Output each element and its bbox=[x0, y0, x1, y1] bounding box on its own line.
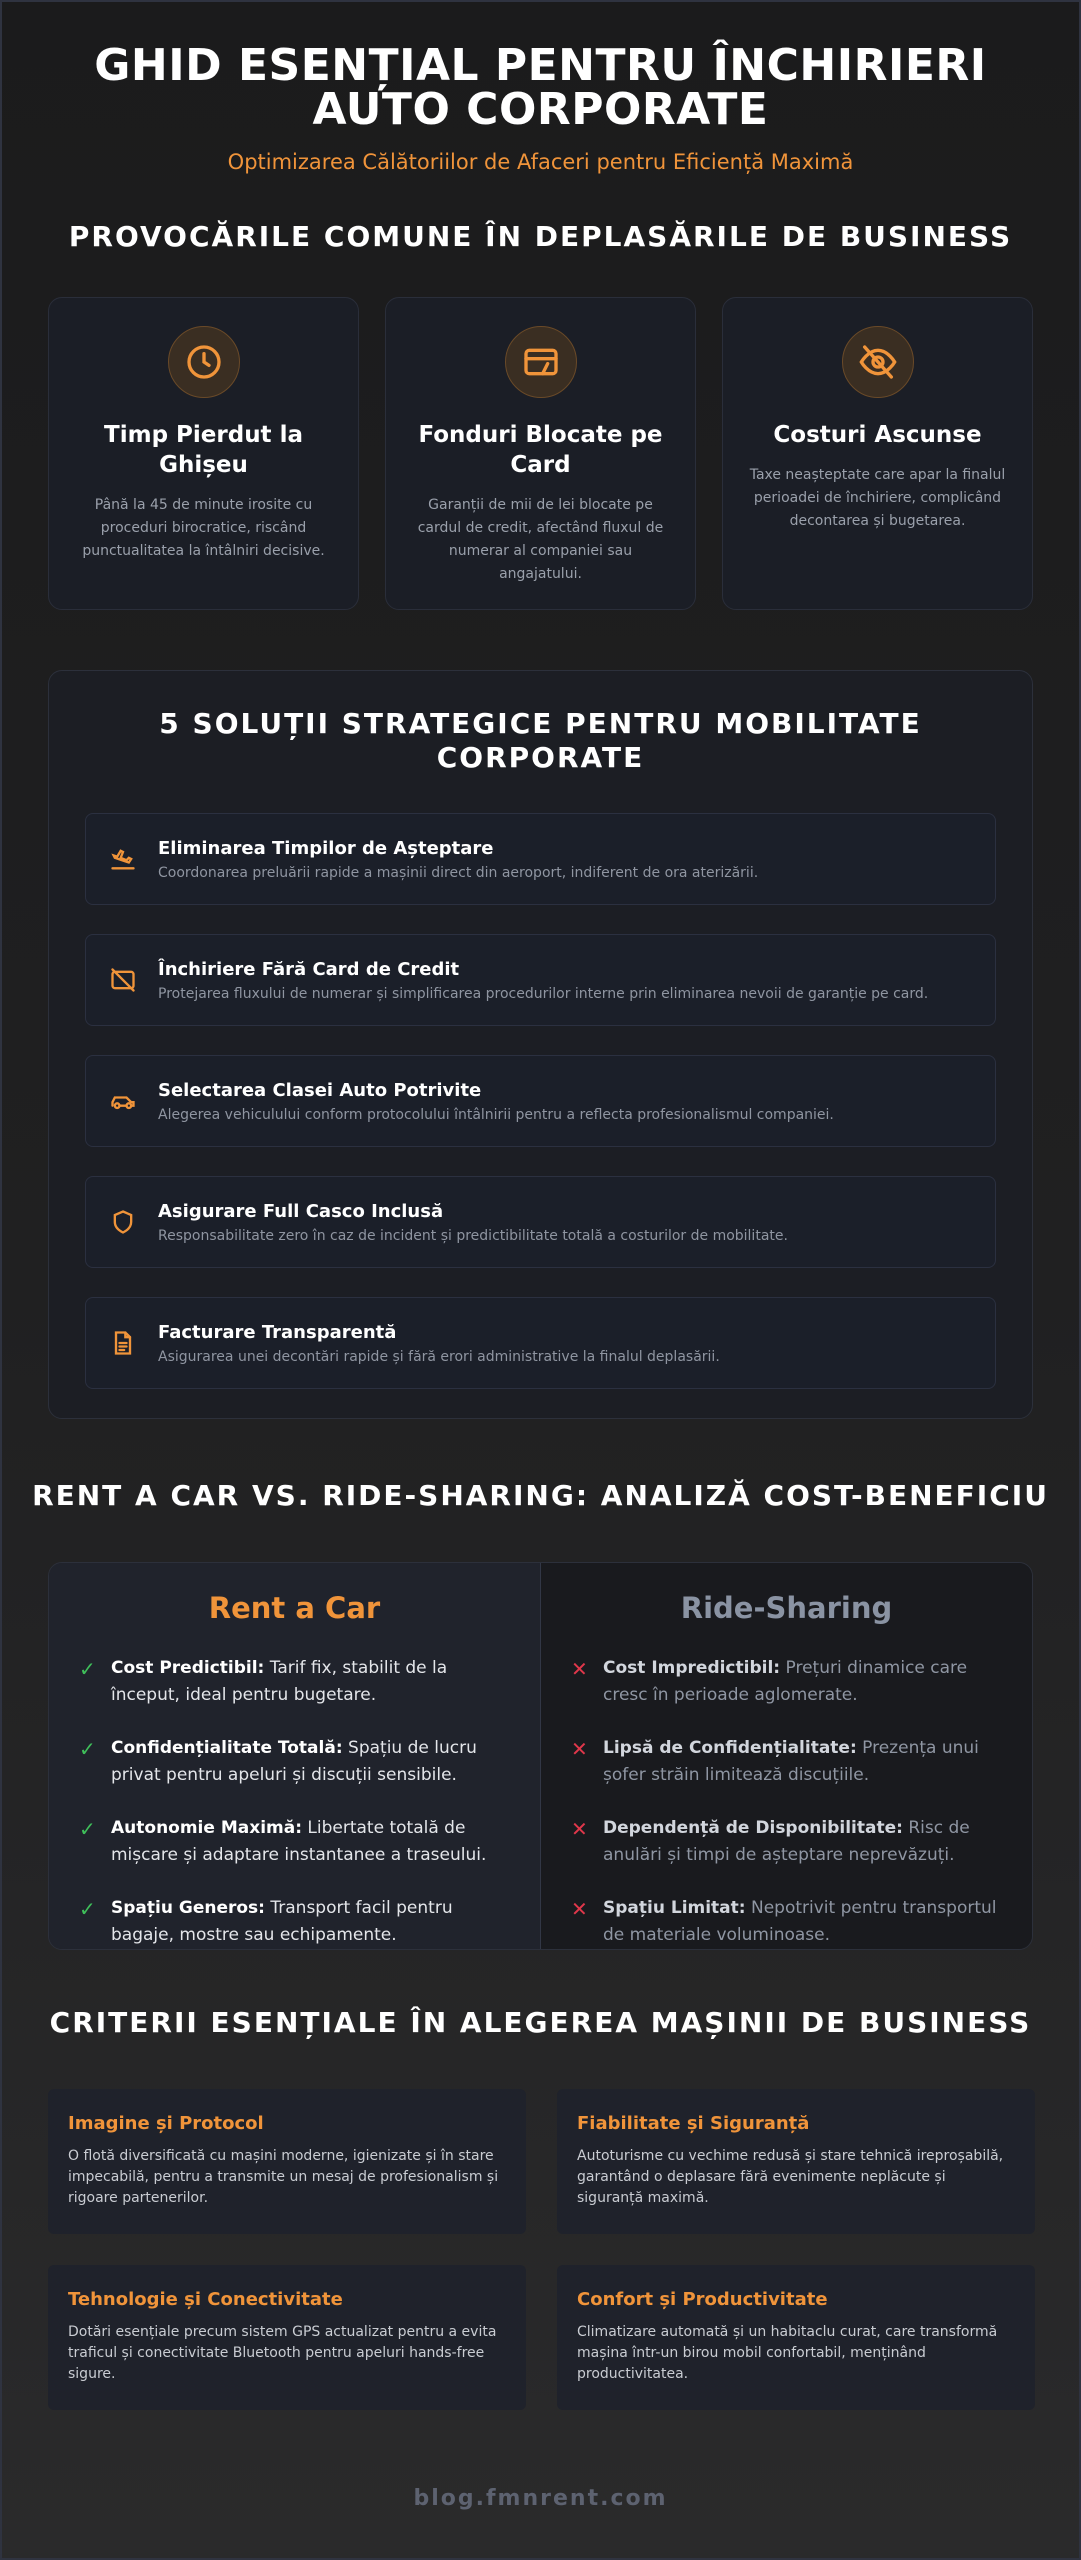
check-icon: ✓ bbox=[79, 1737, 96, 1761]
criteria-card-title: Confort și Productivitate bbox=[577, 2289, 828, 2310]
solution-text: Asigurarea unei decontări rapide și fără erori administrative la finalul deplasării. bbox=[158, 1348, 720, 1365]
criteria-card-text: Autoturisme cu vechime redusă și stare tehnică ireproșabilă, garantând o deplasare fără evenimente neplăcute și siguranță maximă. bbox=[577, 2148, 1004, 2206]
check-icon: ✓ bbox=[79, 1897, 96, 1921]
con-text: Risc de anulări și timpi de așteptare neprevăzuți. bbox=[603, 1818, 970, 1865]
criteria-card bbox=[48, 2265, 526, 2410]
solutions-title: 5 SOLUȚII STRATEGICE PENTRU MOBILITATE CORPORATE bbox=[159, 707, 922, 774]
clock-icon bbox=[168, 326, 240, 398]
solution-item bbox=[85, 1055, 996, 1147]
pro-label: Autonomie Maximă: bbox=[111, 1818, 303, 1838]
comparison-title: RENT A CAR VS. RIDE-SHARING: ANALIZĂ COST-BENEFICIU bbox=[32, 1479, 1049, 1512]
criteria-card-text: O flotă diversificată cu mașini moderne, igienizate și în stare impecabilă, pentru a transmite un mesaj de profesionalism și rigoare partenerilor. bbox=[68, 2148, 499, 2206]
challenge-card bbox=[385, 297, 696, 610]
ride-sharing-column bbox=[541, 1563, 1032, 1949]
challenge-text: Până la 45 de minute irosite cu proceduri birocratice, riscând punctualitatea la întâlniri decisive. bbox=[82, 497, 325, 559]
challenge-card bbox=[48, 297, 359, 610]
credit-card-icon bbox=[505, 326, 577, 398]
criteria-card bbox=[557, 2265, 1035, 2410]
solution-title: Selectarea Clasei Auto Potrivite bbox=[158, 1079, 482, 1101]
criteria-card-title: Tehnologie și Conectivitate bbox=[68, 2289, 343, 2310]
rent-a-car-heading: Rent a Car bbox=[208, 1591, 381, 1625]
solution-title: Eliminarea Timpilor de Așteptare bbox=[158, 837, 494, 859]
cross-icon: ✕ bbox=[571, 1817, 588, 1841]
con-item bbox=[571, 1735, 1002, 1789]
pro-text: Libertate totală de mișcare și adaptare instantanee a traseului. bbox=[111, 1818, 487, 1865]
footer-url[interactable]: blog.fmnrent.com bbox=[413, 2486, 668, 2511]
challenge-title: Timp Pierdut la Ghișeu bbox=[104, 422, 303, 478]
con-label: Dependență de Disponibilitate: bbox=[603, 1818, 903, 1838]
con-label: Cost Impredictibil: bbox=[603, 1658, 781, 1678]
ride-sharing-heading: Ride-Sharing bbox=[680, 1591, 893, 1625]
cross-icon: ✕ bbox=[571, 1737, 588, 1761]
car-icon bbox=[108, 1086, 138, 1116]
pro-text: Transport facil pentru bagaje, mostre sau echipamente. bbox=[111, 1898, 453, 1945]
challenge-title: Costuri Ascunse bbox=[773, 422, 982, 448]
con-text: Nepotrivit pentru transportul de materiale voluminoase. bbox=[603, 1898, 997, 1945]
solution-item bbox=[85, 813, 996, 905]
page-title: GHID ESENȚIAL PENTRU ÎNCHIRIERI AUTO CORPORATE bbox=[94, 40, 987, 135]
con-text: Prezența unui șofer străin limitează discuțiile. bbox=[603, 1738, 979, 1785]
pro-item bbox=[79, 1735, 510, 1789]
solution-text: Coordonarea preluării rapide a mașinii direct din aeroport, indiferent de ora aterizării. bbox=[158, 864, 759, 881]
hero bbox=[2, 2, 1079, 174]
page-subtitle: Optimizarea Călătoriilor de Afaceri pentru Eficiență Maximă bbox=[227, 150, 854, 174]
rent-a-car-column bbox=[49, 1563, 541, 1949]
comparison-table bbox=[48, 1562, 1033, 1950]
solution-text: Alegerea vehiculului conform protocolului întâlnirii pentru a reflecta profesionalismul companiei. bbox=[158, 1106, 834, 1123]
challenge-text: Garanții de mii de lei blocate pe cardul de credit, afectând fluxul de numerar al companiei sau angajatului. bbox=[417, 497, 664, 582]
criteria-card bbox=[48, 2089, 526, 2234]
solution-title: Facturare Transparentă bbox=[158, 1321, 397, 1343]
challenges-title: PROVOCĂRILE COMUNE ÎN DEPLASĂRILE DE BUSINESS bbox=[68, 220, 1013, 253]
pro-item bbox=[79, 1815, 510, 1869]
pro-text: Spațiu de lucru privat pentru apeluri și discuții sensibile. bbox=[111, 1738, 477, 1785]
solutions-panel bbox=[48, 670, 1033, 1419]
pro-label: Confidențialitate Totală: bbox=[111, 1738, 343, 1758]
criteria-card bbox=[557, 2089, 1035, 2234]
cross-icon: ✕ bbox=[571, 1657, 588, 1681]
criteria-card-text: Dotări esențiale precum sistem GPS actualizat pentru a evita traficul și conectivitate Bluetooth pentru apeluri hands-free sigure. bbox=[68, 2324, 497, 2382]
criteria-card-title: Imagine și Protocol bbox=[68, 2113, 264, 2134]
pro-item bbox=[79, 1895, 510, 1949]
cross-icon: ✕ bbox=[571, 1897, 588, 1921]
check-icon: ✓ bbox=[79, 1817, 96, 1841]
solution-text: Protejarea fluxului de numerar și simplificarea procedurilor interne prin eliminarea nevoii de garanție pe card. bbox=[158, 985, 929, 1002]
pro-label: Cost Predictibil: bbox=[111, 1658, 265, 1678]
solution-item bbox=[85, 1297, 996, 1389]
challenge-title: Fonduri Blocate pe Card bbox=[418, 422, 663, 478]
solution-text: Responsabilitate zero în caz de incident și predictibilitate totală a costurilor de mobilitate. bbox=[158, 1227, 788, 1244]
solution-title: Închiriere Fără Card de Credit bbox=[158, 958, 460, 980]
shield-icon bbox=[108, 1207, 138, 1237]
solution-item bbox=[85, 1176, 996, 1268]
criteria-title: CRITERII ESENȚIALE ÎN ALEGEREA MAȘINII DE BUSINESS bbox=[49, 2006, 1032, 2039]
invoice-icon bbox=[108, 1328, 138, 1358]
solutions-list bbox=[85, 813, 996, 1389]
con-label: Spațiu Limitat: bbox=[603, 1898, 746, 1918]
con-item bbox=[571, 1815, 1002, 1869]
plane-landing-icon bbox=[108, 844, 138, 874]
criteria-card-title: Fiabilitate și Siguranță bbox=[577, 2113, 810, 2134]
criteria-grid bbox=[48, 2089, 1033, 2410]
con-item bbox=[571, 1655, 1002, 1709]
card-off-icon bbox=[108, 965, 138, 995]
criteria-card-text: Climatizare automată și un habitaclu curat, care transformă mașina într-un birou mobil confortabil, menținând productivitatea. bbox=[577, 2324, 998, 2382]
con-label: Lipsă de Confidențialitate: bbox=[603, 1738, 857, 1758]
challenge-text: Taxe neașteptate care apar la finalul perioadei de închiriere, complicând decontarea și bugetarea. bbox=[749, 467, 1006, 529]
pro-item bbox=[79, 1655, 510, 1709]
con-text: Prețuri dinamice care cresc în perioade aglomerate. bbox=[603, 1658, 968, 1705]
solution-title: Asigurare Full Casco Inclusă bbox=[158, 1200, 444, 1222]
pro-text: Tarif fix, stabilit de la început, ideal pentru bugetare. bbox=[111, 1658, 448, 1705]
challenges-cards bbox=[48, 297, 1033, 610]
eye-off-icon bbox=[842, 326, 914, 398]
challenge-card bbox=[722, 297, 1033, 610]
con-item bbox=[571, 1895, 1002, 1949]
solution-item bbox=[85, 934, 996, 1026]
pro-label: Spațiu Generos: bbox=[111, 1898, 265, 1918]
check-icon: ✓ bbox=[79, 1657, 96, 1681]
